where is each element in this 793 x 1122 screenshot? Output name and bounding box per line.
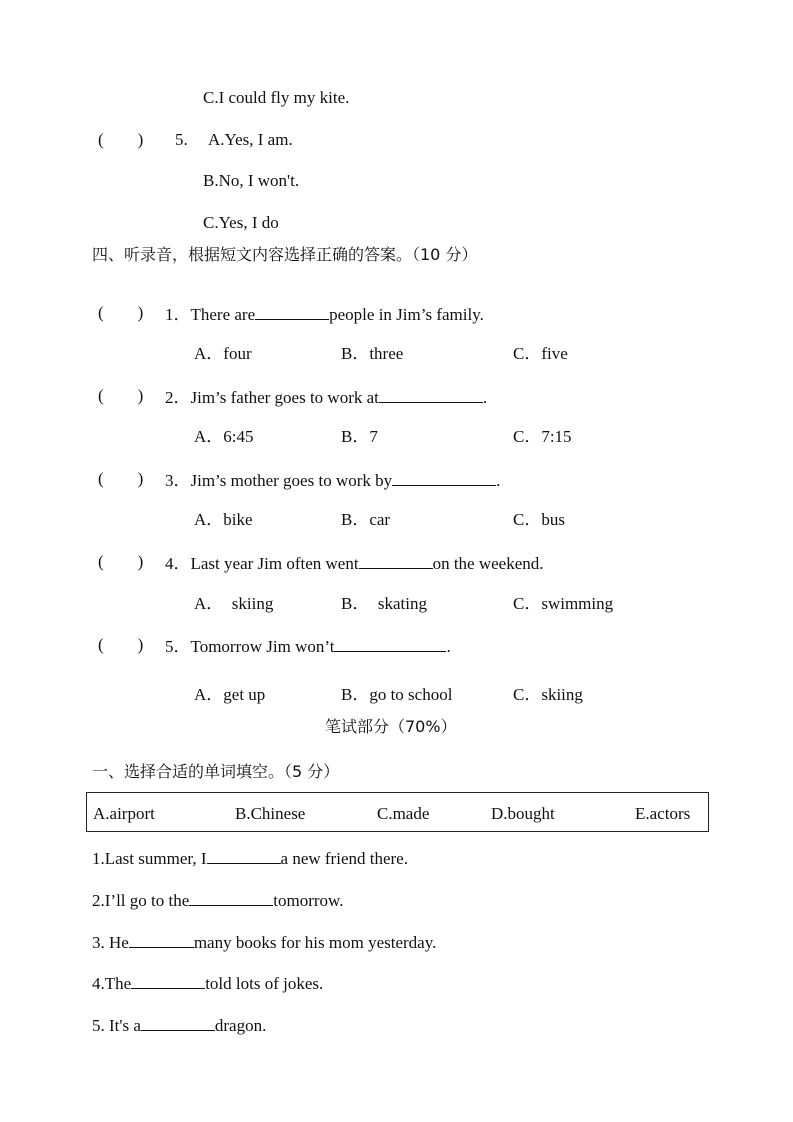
q2-text-before: Jim’s father goes to work at — [190, 388, 379, 407]
q4-blank[interactable] — [359, 552, 433, 569]
fill-sentence-1-after: a new friend there. — [280, 849, 408, 868]
q1-paren[interactable]: ( ) — [98, 303, 144, 322]
fill-sentence-1 — [92, 847, 408, 869]
word-bank-box — [86, 792, 709, 832]
section4-heading: 四、听录音，根据短文内容选择正确的答案。（10 分） — [92, 245, 478, 264]
q1-option-b[interactable]: B．three — [341, 344, 404, 363]
q2-number: 2． — [165, 388, 191, 407]
q5-text-before: Tomorrow Jim won’t — [190, 637, 335, 656]
word-bank-item-e: E.actors — [635, 804, 691, 823]
q1-blank[interactable] — [255, 303, 329, 320]
fill-sentence-5 — [92, 1014, 266, 1036]
fill-sentence-3 — [92, 931, 436, 953]
prev-q5-paren[interactable]: ( ) — [98, 130, 144, 149]
q2-blank[interactable] — [379, 386, 483, 403]
q3-option-a[interactable]: A．bike — [194, 510, 253, 529]
fill-sentence-3-after: many books for his mom yesterday. — [193, 933, 437, 952]
q2-text-after: . — [482, 388, 488, 407]
q3-stem — [165, 469, 500, 491]
word-bank-item-a: A.airport — [93, 804, 155, 823]
fill-sentence-2-before: 2.I’ll go to the — [92, 891, 190, 910]
written-section-title: 笔试部分（70%） — [325, 717, 457, 736]
fill-sentence-4-before: 4.The — [92, 974, 132, 993]
q1-text-before: There are — [190, 305, 256, 324]
q4-text-after: on the weekend. — [432, 554, 544, 573]
q1-number: 1． — [165, 305, 191, 324]
q2-option-c[interactable]: C．7:15 — [513, 427, 572, 446]
q5-blank[interactable] — [334, 635, 446, 652]
q5-option-a[interactable]: A．get up — [194, 685, 266, 704]
q3-text-after: . — [496, 471, 501, 490]
q3-option-c[interactable]: C．bus — [513, 510, 565, 529]
q1-text-after: people in Jim’s family. — [329, 305, 484, 324]
q3-paren[interactable]: ( ) — [98, 469, 144, 488]
q2-paren[interactable]: ( ) — [98, 386, 144, 405]
q4-option-a[interactable]: A． skiing — [194, 594, 274, 613]
fill-sentence-5-blank[interactable] — [141, 1014, 215, 1031]
fill-sentence-1-blank[interactable] — [207, 847, 281, 864]
fill-sentence-2-after: tomorrow. — [273, 891, 344, 910]
fill-sentence-4-blank[interactable] — [131, 972, 205, 989]
q2-stem — [165, 386, 487, 408]
word-bank-item-c: C.made — [377, 804, 430, 823]
fill-sentence-5-before: 5. It's a — [92, 1016, 141, 1035]
q4-text-before: Last year Jim often went — [190, 554, 359, 573]
fill-sentence-3-before: 3. He — [92, 933, 129, 952]
q5-option-c[interactable]: C．skiing — [513, 685, 583, 704]
q5-paren[interactable]: ( ) — [98, 635, 144, 654]
q2-option-b[interactable]: B．7 — [341, 427, 378, 446]
q3-blank[interactable] — [392, 469, 496, 486]
fill-sentence-4 — [92, 972, 323, 994]
prev-q5-option-b: B.No, I won't. — [203, 171, 300, 190]
q1-stem — [165, 303, 484, 325]
q5-number: 5． — [165, 637, 191, 656]
fill-sentence-2 — [92, 889, 343, 911]
prev-q5-option-a: A.Yes, I am. — [208, 130, 293, 149]
fill-sentence-4-after: told lots of jokes. — [205, 974, 324, 993]
written-part1-heading: 一、选择合适的单词填空。（5 分） — [92, 762, 340, 781]
fill-sentence-5-after: dragon. — [214, 1016, 267, 1035]
q3-number: 3． — [165, 471, 191, 490]
q3-option-b[interactable]: B．car — [341, 510, 391, 529]
q4-stem — [165, 552, 544, 574]
word-bank-item-b: B.Chinese — [235, 804, 306, 823]
q1-option-a[interactable]: A．four — [194, 344, 252, 363]
fill-sentence-2-blank[interactable] — [189, 889, 273, 906]
fill-sentence-1-before: 1.Last summer, I — [92, 849, 207, 868]
q4-number: 4． — [165, 554, 191, 573]
q4-option-b[interactable]: B． skating — [341, 594, 427, 613]
q3-text-before: Jim’s mother goes to work by — [190, 471, 393, 490]
word-bank-item-d: D.bought — [491, 804, 555, 823]
prev-q5-number: 5. — [175, 130, 188, 149]
q5-text-after: . — [446, 637, 451, 656]
fill-sentence-3-blank[interactable] — [129, 931, 194, 948]
q5-option-b[interactable]: B．go to school — [341, 685, 453, 704]
q1-option-c[interactable]: C．five — [513, 344, 568, 363]
q5-stem — [165, 635, 451, 657]
q2-option-a[interactable]: A．6:45 — [194, 427, 254, 446]
q4-paren[interactable]: ( ) — [98, 552, 144, 571]
prev-q4-option-c: C.I could fly my kite. — [203, 88, 350, 107]
q4-option-c[interactable]: C．swimming — [513, 594, 614, 613]
prev-q5-option-c: C.Yes, I do — [203, 213, 279, 232]
